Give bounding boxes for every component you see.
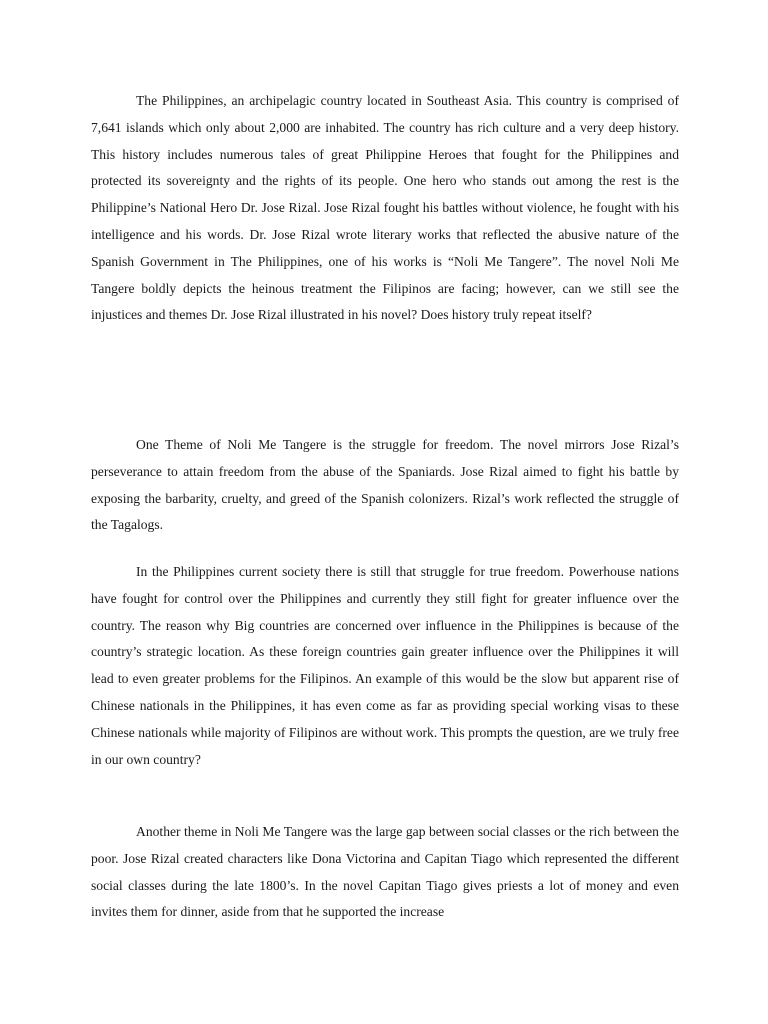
paragraph-freedom-theme: One Theme of Noli Me Tangere is the struggle for freedom. The novel mirrors Jose Rizal’s perseverance to attain freedom from the abuse of the Spaniards. Jose Rizal aimed to fight his battle by exposing the barbarity, cruelty, and greed of the Spanish colonizers. Rizal’s work reflected the struggle of the Tagalogs. — [91, 437, 679, 533]
paragraph-social-classes: Another theme in Noli Me Tangere was the large gap between social classes or the rich between the poor. Jose Rizal created characters like Dona Victorina and Capitan Tiago which represented the different social classes during the late 1800’s. In the novel Capitan Tiago gives priests a lot of money and even invites them for dinner, aside from that he supported the increase — [91, 824, 679, 920]
paragraph-current-society: In the Philippines current society there is still that struggle for true freedom. Powerhouse nations have fought for control over the Philippines and currently they still fight for greater influence over the country. The reason why Big countries are concerned over influence in the Philippines is because of the country’s strategic location. As these foreign countries gain greater influence over the Philippines it will lead to even greater problems for the Filipinos. An example of this would be the slow but apparent rise of Chinese nationals in the Philippines, it has even come as far as providing special working visas to these Chinese nationals while majority of Filipinos are without work. This prompts the question, are we truly free in our own country? — [91, 564, 679, 767]
paragraph-intro: The Philippines, an archipelagic country located in Southeast Asia. This country is comprised of 7,641 islands which only about 2,000 are inhabited. The country has rich culture and a very deep history. This history includes numerous tales of great Philippine Heroes that fought for the Philippines and protected its sovereignty and the rights of its people. One hero who stands out among the rest is the Philippine’s National Hero Dr. Jose Rizal. Jose Rizal fought his battles without violence, he fought with his intelligence and his words. Dr. Jose Rizal wrote literary works that reflected the abusive nature of the Spanish Government in The Philippines, one of his works is “Noli Me Tangere”. The novel Noli Me Tangere boldly depicts the heinous treatment the Filipinos are facing; however, can we still see the injustices and themes Dr. Jose Rizal illustrated in his novel? Does history truly repeat itself? — [91, 93, 679, 323]
